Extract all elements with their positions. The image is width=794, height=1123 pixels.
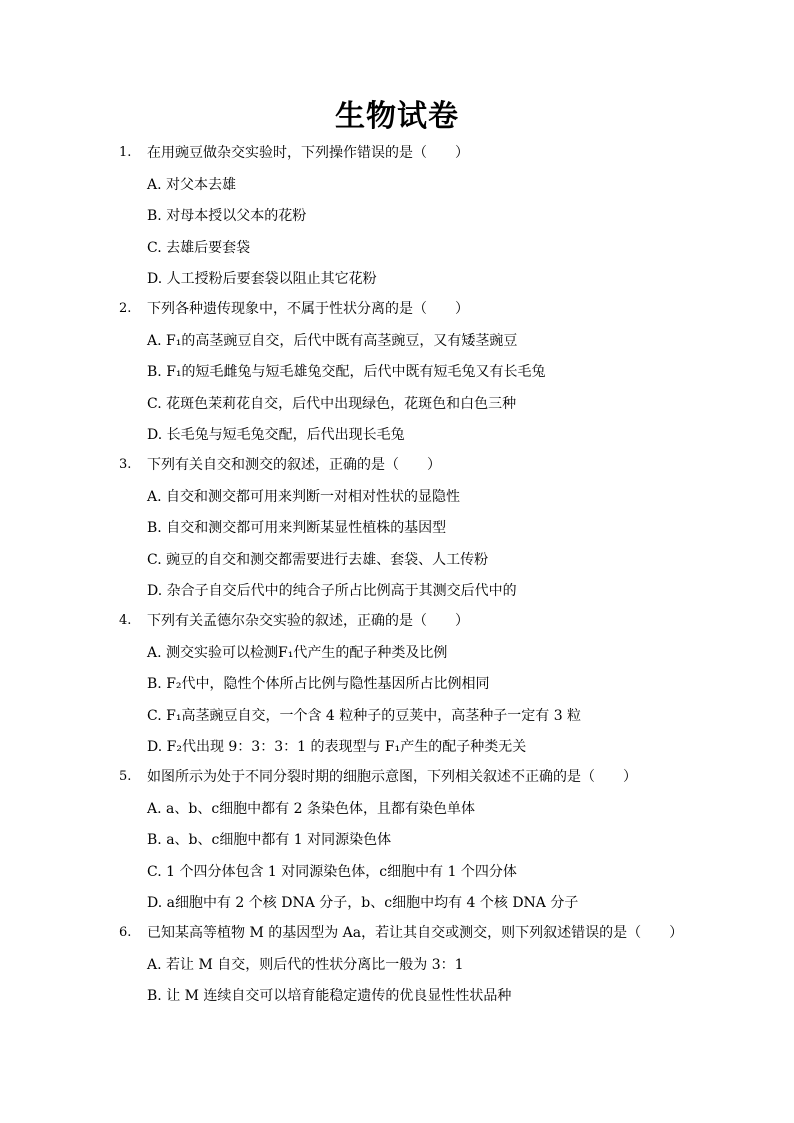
option-c: C. F₁高茎豌豆自交，一个含 4 粒种子的豆荚中，高茎种子一定有 3 粒 — [147, 708, 582, 724]
option-b: B. 对母本授以父本的花粉 — [147, 208, 307, 224]
question-number: 3. — [119, 457, 132, 472]
option-d: D. 人工授粉后要套袋以阻止其它花粉 — [147, 271, 377, 287]
question-number: 4. — [119, 613, 132, 628]
question-stem: 已知某高等植物 M 的基因型为 Aa，若让其自交或测交，则下列叙述错误的是（ ） — [147, 925, 684, 941]
question-number: 6. — [119, 925, 132, 940]
option-b: B. 让 M 连续自交可以培育能稳定遗传的优良显性性状品种 — [147, 988, 512, 1004]
option-c: C. 花斑色茉莉花自交，后代中出现绿色，花斑色和白色三种 — [147, 396, 517, 412]
option-a: A. 测交实验可以检测F₁代产生的配子种类及比例 — [147, 645, 448, 661]
option-a: A. 自交和测交都可用来判断一对相对性状的显隐性 — [147, 489, 461, 505]
option-a: A. 若让 M 自交，则后代的性状分离比一般为 3：1 — [147, 957, 464, 973]
option-d: D. 杂合子自交后代中的纯合子所占比例高于其测交后代中的 — [147, 583, 517, 599]
option-a: A. a、b、c细胞中都有 2 条染色体，且都有染色单体 — [147, 801, 475, 817]
option-d: D. a细胞中有 2 个核 DNA 分子，b、c细胞中均有 4 个核 DNA 分子 — [147, 895, 579, 911]
option-b: B. F₂代中，隐性个体所占比例与隐性基因所占比例相同 — [147, 676, 490, 692]
page-title: 生物试卷 — [335, 99, 459, 134]
question-stem: 在用豌豆做杂交实验时，下列操作错误的是（ ） — [147, 145, 469, 161]
option-c: C. 豌豆的自交和测交都需要进行去雄、套袋、人工传粉 — [147, 552, 489, 568]
question-stem: 下列有关自交和测交的叙述，正确的是（ ） — [147, 457, 441, 473]
option-a: A. F₁的高茎豌豆自交，后代中既有高茎豌豆，又有矮茎豌豆 — [147, 333, 518, 349]
option-d: D. F₂代出现 9：3：3：1 的表现型与 F₁产生的配子种类无关 — [147, 739, 527, 755]
question-number: 5. — [119, 769, 132, 784]
question-stem: 下列各种遗传现象中，不属于性状分离的是（ ） — [147, 301, 469, 317]
question-stem: 如图所示为处于不同分裂时期的细胞示意图，下列相关叙述不正确的是（ ） — [147, 769, 637, 785]
option-d: D. 长毛兔与短毛兔交配，后代出现长毛兔 — [147, 427, 405, 443]
option-a: A. 对父本去雄 — [147, 177, 237, 193]
option-c: C. 去雄后要套袋 — [147, 240, 251, 256]
question-stem: 下列有关孟德尔杂交实验的叙述，正确的是（ ） — [147, 613, 469, 629]
option-b: B. a、b、c细胞中都有 1 对同源染色体 — [147, 832, 392, 848]
option-b: B. F₁的短毛雌兔与短毛雄兔交配，后代中既有短毛兔又有长毛兔 — [147, 364, 546, 380]
question-number: 2. — [119, 301, 132, 316]
question-number: 1. — [119, 145, 132, 160]
option-c: C. 1 个四分体包含 1 对同源染色体，c细胞中有 1 个四分体 — [147, 864, 517, 880]
option-b: B. 自交和测交都可用来判断某显性植株的基因型 — [147, 520, 447, 536]
